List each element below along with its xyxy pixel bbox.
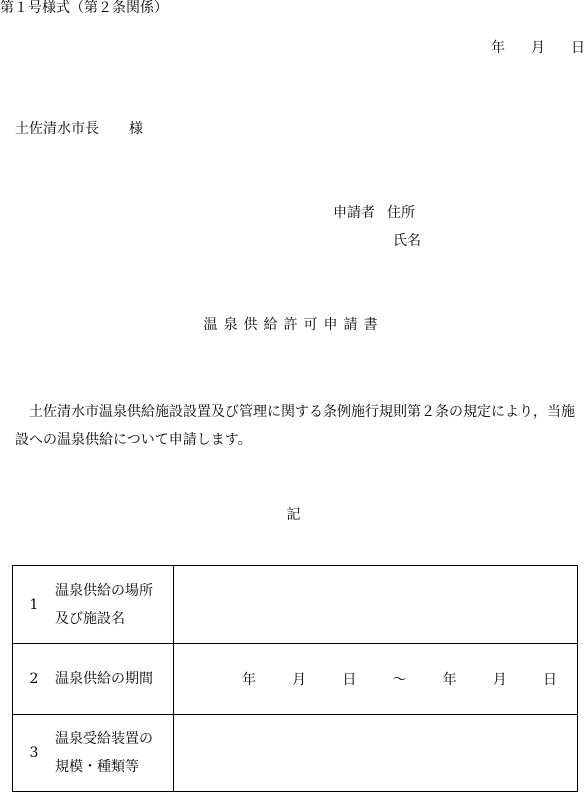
- start-month: 月: [292, 672, 307, 688]
- start-year: 年: [242, 672, 256, 688]
- applicant-label: 申請者: [333, 205, 375, 221]
- addressee: [15, 122, 143, 136]
- row-number: 2: [29, 671, 39, 687]
- table-label-cell: [13, 715, 174, 792]
- row-label-line2: 及び施設名: [55, 610, 125, 627]
- row-number: 3: [29, 745, 39, 761]
- date-month: 月: [531, 40, 545, 56]
- table-row: [13, 715, 578, 792]
- applicant-block: [333, 206, 415, 220]
- row-number: 1: [29, 596, 39, 613]
- start-day: 日: [342, 672, 357, 688]
- end-year: 年: [442, 672, 457, 688]
- end-month: 月: [492, 672, 507, 688]
- form-number: 第１号様式（第２条関係）: [0, 0, 168, 16]
- end-day: 日: [542, 672, 557, 688]
- table-row: [13, 644, 578, 715]
- row-label-line1: 温泉供給の場所: [55, 582, 153, 599]
- date-line: [491, 41, 585, 55]
- period-value-cell[interactable]: [174, 644, 578, 715]
- period-range: [174, 669, 577, 689]
- table-row: [13, 566, 578, 644]
- address-label: 住所: [387, 205, 415, 221]
- row-label-line2: 規模・種類等: [55, 759, 139, 775]
- addressee-honorific: 様: [129, 121, 143, 137]
- row-label-line1: 温泉受給装置の: [55, 731, 153, 747]
- ki-heading: 記: [286, 507, 301, 523]
- name-label: 氏名: [393, 233, 421, 249]
- row-label-line1: 温泉供給の期間: [55, 671, 153, 687]
- table-label-cell: [13, 566, 174, 644]
- period-separator: ～: [392, 672, 407, 688]
- document-title: 温泉供給許可申請書: [203, 317, 384, 333]
- table-label-cell: [13, 644, 174, 715]
- equipment-value-cell[interactable]: [174, 715, 578, 792]
- location-value-cell[interactable]: [174, 566, 578, 644]
- addressee-name: 土佐清水市長: [15, 121, 99, 137]
- date-year: 年: [491, 40, 505, 56]
- body-text: 土佐清水市温泉供給施設設置及び管理に関する条例施行規則第２条の規定により，当施設への温泉供給について申請します。: [15, 404, 575, 448]
- details-table: [12, 565, 578, 792]
- date-day: 日: [571, 40, 585, 56]
